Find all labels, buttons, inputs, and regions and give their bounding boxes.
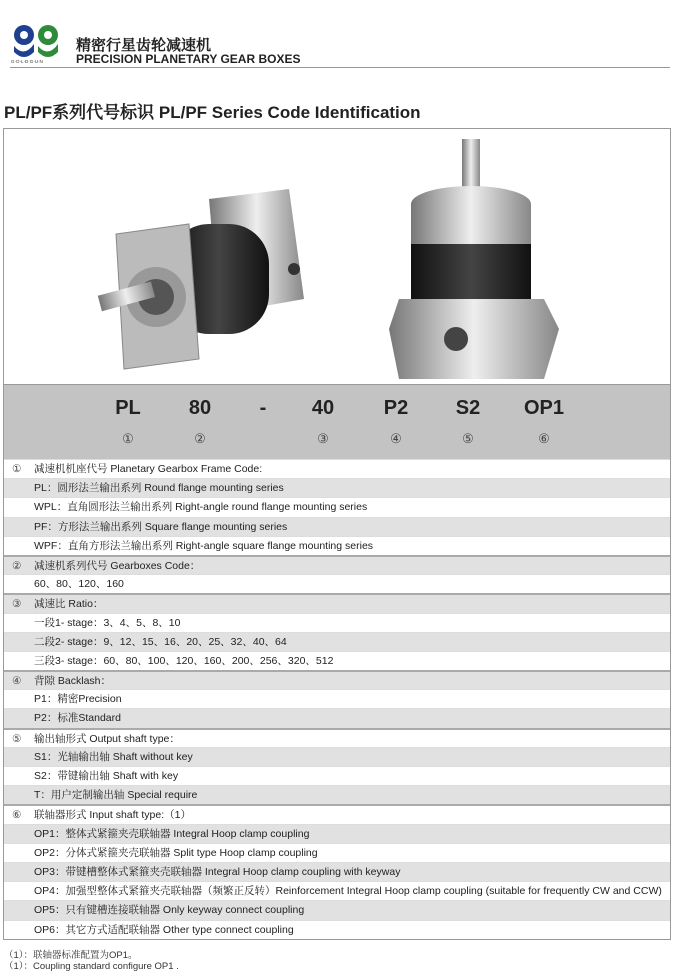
list-item [4,785,670,804]
code-part: 80 [188,397,212,419]
code-part: S2 [455,397,481,419]
row-text: T：用户定制输出轴 Special require [34,789,198,802]
list-item [4,843,670,862]
list-item [4,574,670,593]
code-part: OP1 [523,397,565,419]
row-text: 联轴器形式 Input shaft type:（1） [34,809,191,822]
list-item [4,478,670,497]
page-header [10,22,670,68]
list-item [4,689,670,708]
list-item [4,651,670,670]
section-header-row [4,593,670,612]
row-text: OP4：加强型整体式紧箍夹壳联轴器（频繁正反转）Reinforcement Integral Hoop clamp coupling (suitable for frequently CW and CCW) [34,885,662,898]
section-number: ⑥ [12,809,22,822]
pf-gearbox-image [98,189,304,369]
code-part: PL [115,397,141,419]
list-item [4,536,670,555]
goldgun-logo [10,22,66,64]
section-header-row [4,555,670,574]
footnotes [4,950,179,972]
list-item [4,766,670,785]
row-text: OP3：带键槽整体式紧箍夹壳联轴器 Integral Hoop clamp coupling with keyway [34,865,401,878]
row-text: OP2：分体式紧箍夹壳联轴器 Split type Hoop clamp coupling [34,846,318,859]
row-text: 减速机系列代号 Gearboxes Code： [34,559,201,572]
list-item [4,708,670,727]
row-text: 减速比 Ratio： [34,598,104,611]
row-text: P2：标准Standard [34,712,121,725]
row-text: OP1：整体式紧箍夹壳联轴器 Integral Hoop clamp coupling [34,827,310,840]
section-number: ② [12,559,22,572]
section-header-row [4,459,670,478]
code-description-list [4,459,670,939]
code-marker: ① [122,431,134,446]
brand-title-cn: 精密行星齿轮减速机 [76,37,212,54]
row-text: S1：光轴输出轴 Shaft without key [34,750,193,763]
row-text: PF：方形法兰输出系列 Square flange mounting series [34,520,288,533]
section-header-row [4,804,670,823]
code-part: - [259,397,267,419]
brand-title-en: PRECISION PLANETARY GEAR BOXES [76,52,301,66]
list-item [4,824,670,843]
list-item [4,881,670,900]
footnote-cn: （1）：联轴器标准配置为OP1。 [4,950,138,961]
row-text: WPL：直角圆形法兰输出系列 Right-angle round flange mounting series [34,501,368,514]
row-text: OP6：其它方式适配联轴器 Other type connect coupling [34,923,294,936]
row-text: PL：圆形法兰输出系列 Round flange mounting series [34,482,284,495]
list-item [4,613,670,632]
row-text: 60、80、120、160 [34,578,124,591]
code-part: 40 [311,397,335,419]
code-part: P2 [383,397,409,419]
code-marker: ② [194,431,206,446]
row-text: 三段3- stage：60、80、100、120、160、200、256、320、512 [34,654,334,667]
list-item [4,920,670,939]
list-item [4,517,670,536]
list-item [4,900,670,919]
row-text: 二段2- stage：9、12、15、16、20、25、32、40、64 [34,635,287,648]
code-marker: ⑥ [538,431,550,446]
section-header-row [4,670,670,689]
row-text: OP5：只有键槽连接联轴器 Only keyway connect coupling [34,904,305,917]
section-header-row [4,728,670,747]
pl-gearbox-image [389,139,559,379]
section-number: ③ [12,598,22,611]
footnote-en: （1）：Coupling standard configure OP1 . [4,961,179,972]
gearbox-images [4,129,670,385]
product-photos [4,129,670,385]
page-title: PL/PF系列代号标识 PL/PF Series Code Identification [4,103,421,122]
row-text: 背隙 Backlash： [34,675,112,688]
list-item [4,862,670,881]
svg-text:G·O·L·D·G·U·N: G·O·L·D·G·U·N [11,59,43,64]
row-text: 减速机机座代号 Planetary Gearbox Frame Code: [34,463,263,475]
row-text: S2：带键输出轴 Shaft with key [34,770,179,782]
model-code-example [4,385,670,459]
code-table [3,128,671,940]
code-marker: ⑤ [462,431,474,446]
row-text: P1：精密Precision [34,693,122,706]
section-number: ① [12,463,22,475]
row-text: 一段1- stage：3、4、5、8、10 [34,616,181,629]
row-text: 输出轴形式 Output shaft type： [34,732,180,745]
code-marker: ③ [317,431,329,446]
code-marker: ④ [390,431,402,446]
section-number: ④ [12,675,22,688]
row-text: WPF：直角方形法兰输出系列 Right-angle square flange mounting series [34,539,374,552]
list-item [4,497,670,516]
section-number: ⑤ [12,732,22,745]
list-item [4,747,670,766]
list-item [4,632,670,651]
